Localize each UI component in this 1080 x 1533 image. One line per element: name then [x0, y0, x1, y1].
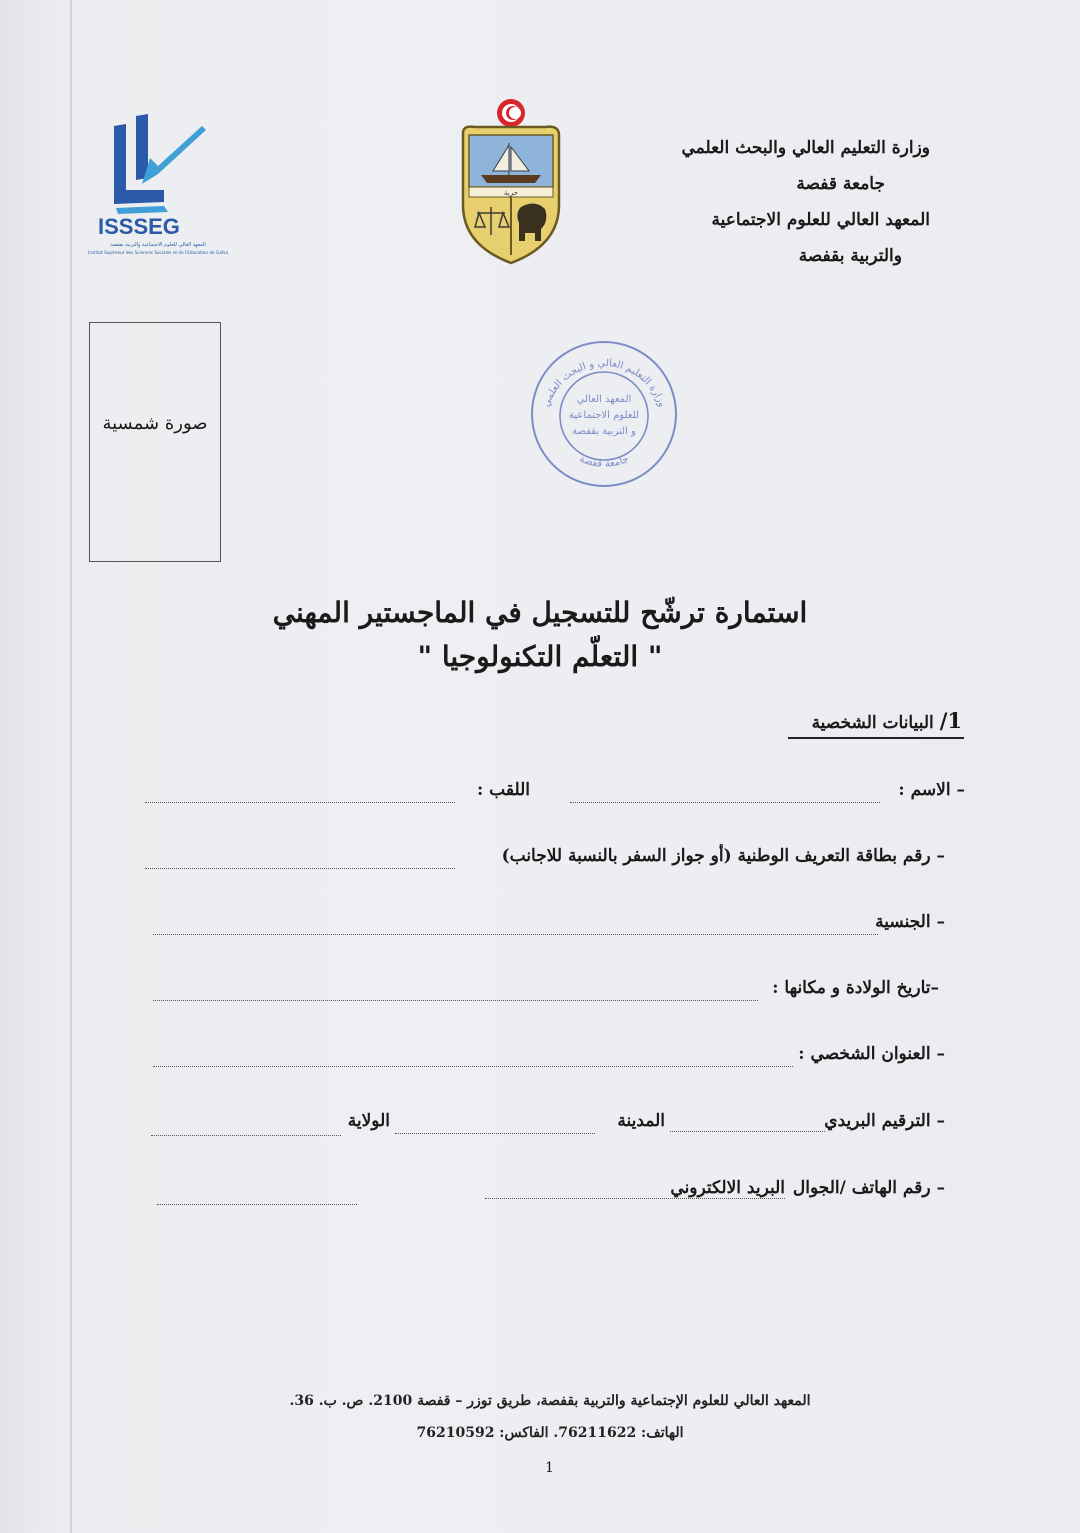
label-surname: اللقب : [476, 780, 530, 800]
label-phone: – رقم الهاتف /الجوال [792, 1178, 945, 1198]
field-name[interactable] [570, 802, 880, 803]
institute-name-line2: والتربية بقفصة [798, 246, 902, 266]
photo-label: صورة شمسية [102, 413, 208, 434]
label-birth: –تاريخ الولادة و مكانها : [772, 978, 939, 998]
label-name: – الاسم : [898, 780, 965, 800]
stamp-inner-line1: المعهد العالي [576, 394, 632, 405]
label-state: الولاية [347, 1111, 390, 1131]
field-city[interactable] [395, 1133, 595, 1134]
institution-logo [87, 108, 229, 268]
row-id-card [145, 846, 975, 886]
stamp-inner-line3: و التربية بقفصة [572, 426, 636, 437]
emblem-motto: حرية [504, 189, 518, 197]
stamp-bottom-text: جامعة قفصة [577, 453, 631, 470]
section-heading [788, 708, 964, 739]
field-address[interactable] [153, 1066, 793, 1067]
section-title: البيانات الشخصية [811, 713, 934, 733]
field-surname[interactable] [145, 802, 455, 803]
field-id-card[interactable] [145, 868, 455, 869]
row-birth [145, 978, 975, 1018]
logo-subtitle-ar: المعهد العالي للعلوم الاجتماعية والتربية بقفصة [110, 242, 206, 248]
scan-margin-line [70, 0, 72, 1533]
stamp-outer-text: وزارة التعليم العالي و البحث العلمي [540, 357, 668, 409]
row-address [145, 1044, 975, 1084]
form-title-line1: استمارة ترشّح للتسجيل في الماجستير المهني [272, 596, 808, 629]
field-email[interactable] [157, 1204, 357, 1205]
row-phone [145, 1178, 975, 1218]
ministry-name: وزارة التعليم العالي والبحث العلمي [681, 138, 930, 158]
form-title-line2: " التعلّم التكنولوجيا " [417, 640, 663, 673]
university-name: جامعة قفصة [796, 174, 885, 194]
svg-text:جامعة قفصة [578, 454, 631, 470]
label-id-card: – رقم بطاقة التعريف الوطنية (أو جواز السفر بالنسبة للاجانب) [501, 846, 945, 866]
label-city: المدينة [617, 1111, 665, 1131]
stamp-inner-line2: للعلوم الاجتماعية [569, 410, 639, 421]
footer-contact: الهاتف: 76211622. الفاكس: 76210592 [416, 1425, 684, 1441]
label-address: – العنوان الشخصي : [798, 1044, 945, 1064]
institute-name-line1: المعهد العالي للعلوم الاجتماعية [711, 210, 930, 230]
label-postal: – الترقيم البريدي [824, 1111, 945, 1131]
field-birth[interactable] [153, 1000, 758, 1001]
page-number: 1 [545, 1460, 554, 1476]
row-name [145, 780, 975, 820]
field-phone[interactable] [485, 1198, 785, 1199]
field-nationality[interactable] [153, 934, 878, 935]
label-email: البريد الالكتروني [670, 1178, 785, 1198]
field-postal[interactable] [670, 1131, 825, 1132]
section-number: 1/ [939, 708, 962, 733]
field-state[interactable] [151, 1135, 341, 1136]
label-nationality: – الجنسية [875, 912, 945, 932]
institution-header [530, 130, 930, 274]
logo-acronym: ISSSEG [98, 214, 180, 239]
logo-subtitle-fr: Institut Supérieur des Sciences Sociales et de l'Education de Gafsa [87, 250, 229, 255]
row-postal [145, 1111, 975, 1151]
official-stamp [528, 338, 680, 490]
footer-address: المعهد العالي للعلوم الإجتماعية والتربية بقفصة، طريق توزر – قفصة 2100. ص. ب. 36. [289, 1393, 811, 1409]
photo-box[interactable] [89, 322, 221, 562]
row-nationality [145, 912, 975, 952]
